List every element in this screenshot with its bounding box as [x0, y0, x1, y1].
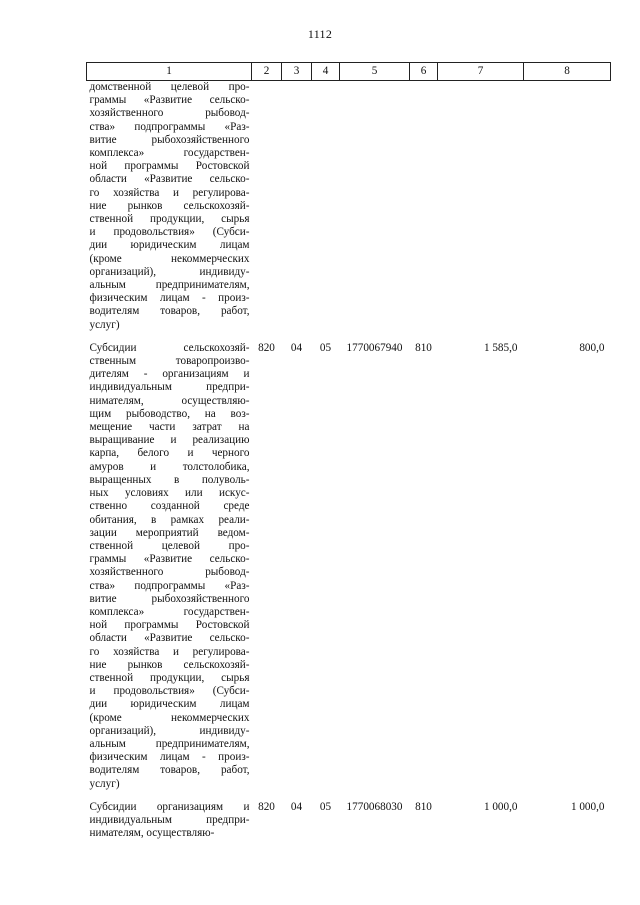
description-line: ной программы Ростовской [89, 619, 250, 632]
description-line: дии юридическим лицам [89, 239, 250, 252]
description-line: индивидуальным предпри- [89, 381, 250, 394]
amount-year-2-cell: 1 000,0 [570, 800, 605, 813]
description-line: карпа, белого и черного [89, 447, 250, 460]
description-line: и продовольствия» (Субси- [89, 226, 250, 239]
column-header: 3 [282, 63, 312, 81]
description-line: хозяйственного рыбовод- [89, 566, 250, 579]
description-line: граммы «Развитие сельско- [89, 94, 250, 107]
ministry-code-cell: 820 [258, 341, 275, 354]
description-line: выращивание и реализацию [89, 434, 250, 447]
description-line: водителям товаров, работ, [89, 764, 250, 777]
description-line: нимателям, осуществляю- [89, 827, 215, 840]
description-line: обитания, в рамках реали- [89, 513, 250, 526]
description-line: ных условиях или искус- [89, 487, 250, 500]
expense-type-cell: 810 [415, 341, 432, 354]
description-line: ной программы Ростовской [89, 160, 250, 173]
description-cell [87, 338, 252, 797]
table-row [87, 81, 611, 338]
description-cell [87, 81, 252, 338]
description-line: витие рыбохозяйственного [89, 592, 250, 605]
description-line: ства» подпрограммы «Раз- [89, 579, 250, 592]
amount-year-1-cell: 1 585,0 [483, 341, 518, 354]
amount-year-2-cell: 800,0 [579, 341, 605, 354]
description-line: ственной продукции, сырья [89, 671, 250, 684]
description-line: (кроме некоммерческих [89, 252, 250, 265]
description-line: водителям товаров, работ, [89, 305, 250, 318]
description-line: нимателям, осуществляю- [89, 394, 250, 407]
subsection-code-cell: 05 [319, 800, 332, 813]
expense-type-cell: 810 [415, 800, 432, 813]
description-line: организаций), индивиду- [89, 724, 250, 737]
description-line: ственным товаропроизво- [89, 355, 250, 368]
description-line: щим рыбоводство, на воз- [89, 407, 250, 420]
description-line: граммы «Развитие сельско- [89, 553, 250, 566]
target-article-cell [340, 81, 410, 338]
table-row [87, 338, 611, 797]
description-line: витие рыбохозяйственного [89, 133, 250, 146]
description-line: го хозяйства и регулирова- [89, 645, 250, 658]
table-row [87, 797, 611, 847]
column-header: 4 [312, 63, 340, 81]
subsection-code-cell [312, 81, 340, 338]
target-article-cell: 1770067940 [346, 341, 403, 354]
description-line: дителям - организациям и [89, 368, 250, 381]
column-header: 6 [410, 63, 438, 81]
column-header: 7 [438, 63, 524, 81]
description-line: зации мероприятий ведом- [89, 526, 250, 539]
amount-year-1-cell [438, 81, 524, 338]
description-line: услуг) [89, 777, 120, 790]
description-line: услуг) [89, 318, 120, 331]
amount-year-1-cell: 1 000,0 [483, 800, 518, 813]
budget-table [86, 62, 611, 846]
column-header: 2 [252, 63, 282, 81]
description-line: (кроме некоммерческих [89, 711, 250, 724]
column-header: 1 [87, 63, 252, 81]
section-code-cell: 04 [290, 341, 303, 354]
description-line: амуров и толстолобика, [89, 460, 250, 473]
description-line: индивидуальным предпри- [89, 813, 250, 826]
amount-year-2-cell [524, 81, 611, 338]
subsection-code-cell: 05 [319, 341, 332, 354]
description-line: ние рынков сельскохозяй- [89, 199, 250, 212]
description-line: физическим лицам - произ- [89, 751, 250, 764]
description-line: и продовольствия» (Субси- [89, 685, 250, 698]
description-line: области «Развитие сельско- [89, 173, 250, 186]
description-line: Субсидии организациям и [89, 800, 250, 813]
target-article-cell: 1770068030 [346, 800, 403, 813]
description-line: мещение части затрат на [89, 421, 250, 434]
description-line: хозяйственного рыбовод- [89, 107, 250, 120]
description-cell [87, 797, 252, 847]
description-line: организаций), индивиду- [89, 265, 250, 278]
description-line: альным предпринимателям, [89, 279, 250, 292]
description-line: дии юридическим лицам [89, 698, 250, 711]
section-code-cell [282, 81, 312, 338]
description-line: выращенных в полуволь- [89, 473, 250, 486]
ministry-code-cell: 820 [258, 800, 275, 813]
description-line: области «Развитие сельско- [89, 632, 250, 645]
table-header-row [87, 63, 611, 81]
expense-type-cell [410, 81, 438, 338]
description-line: ственно созданной среде [89, 500, 250, 513]
description-line: ственной целевой про- [89, 539, 250, 552]
column-header: 8 [524, 63, 611, 81]
description-line: альным предпринимателям, [89, 737, 250, 750]
page-number: 1112 [307, 27, 333, 41]
description-line: ние рынков сельскохозяй- [89, 658, 250, 671]
description-line: го хозяйства и регулирова- [89, 186, 250, 199]
description-line: Субсидии сельскохозяй- [89, 341, 250, 354]
description-line: домственной целевой про- [89, 81, 250, 93]
column-header: 5 [340, 63, 410, 81]
description-line: комплекса» государствен- [89, 605, 250, 618]
description-line: комплекса» государствен- [89, 147, 250, 160]
description-line: физическим лицам - произ- [89, 292, 250, 305]
description-line: ственной продукции, сырья [89, 213, 250, 226]
ministry-code-cell [252, 81, 282, 338]
section-code-cell: 04 [290, 800, 303, 813]
description-line: ства» подпрограммы «Раз- [89, 120, 250, 133]
